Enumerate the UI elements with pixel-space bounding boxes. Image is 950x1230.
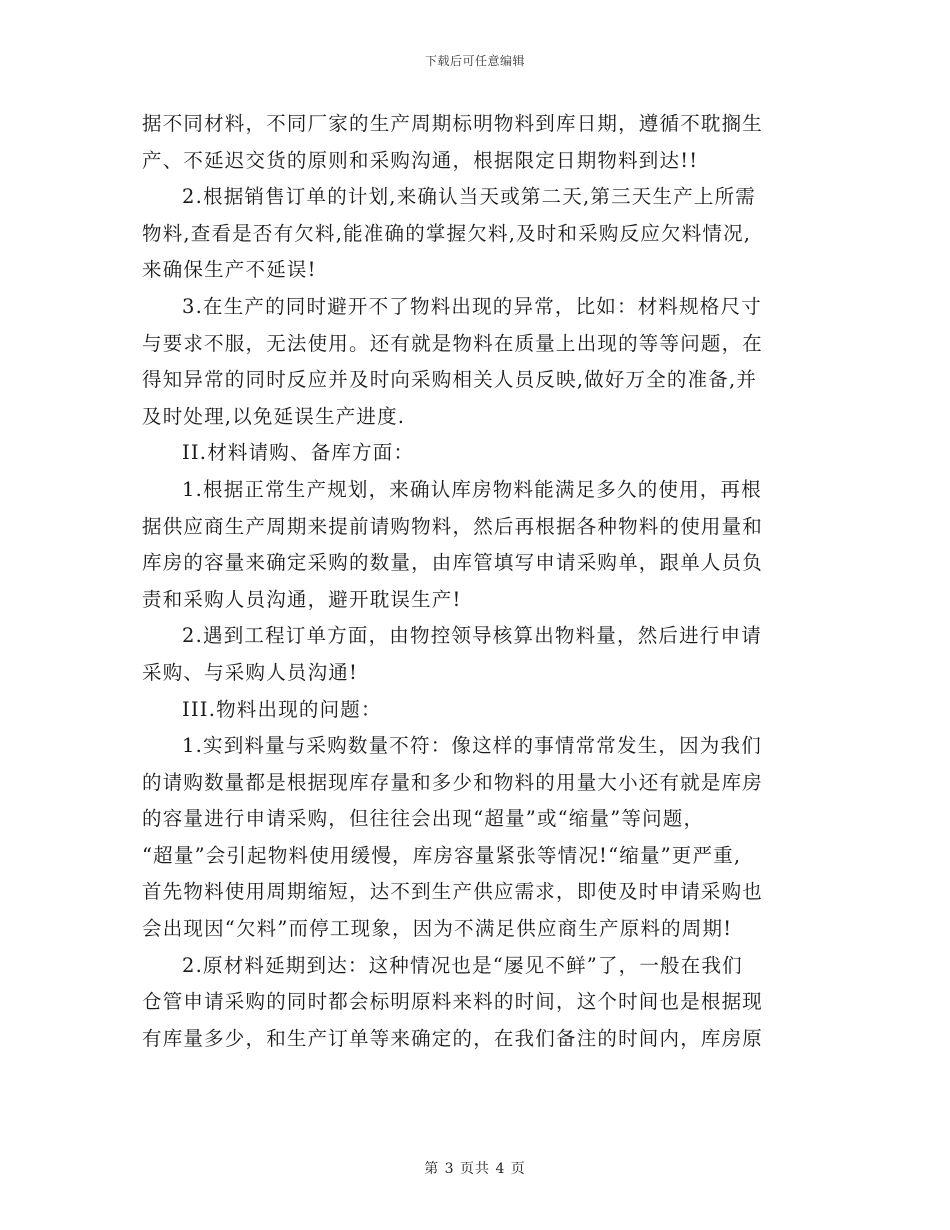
page-number: 第 3 页共 4 页 bbox=[424, 1161, 526, 1177]
section-heading: II.材料请购、备库方面： bbox=[182, 441, 415, 465]
text-line: 1.实到料量与采购数量不符：像这样的事情常常发生，因为我们 bbox=[182, 734, 762, 758]
text-line: 的请购数量都是根据现库存量和多少和物料的用量大小还有就是库房 bbox=[142, 770, 764, 794]
text-line: 产、不延迟交货的原则和采购沟通，根据限定日期物料到达!! bbox=[142, 148, 699, 172]
document-body bbox=[142, 106, 814, 1057]
text-line: “超量”会引起物料使用缓慢，库房容量紧张等情况!“缩量”更严重, bbox=[142, 843, 742, 867]
text-line: 物料,查看是否有欠料,能准确的掌握欠料,及时和采购反应欠料情况, bbox=[142, 221, 752, 245]
text-line: 采购、与采购人员沟通! bbox=[142, 660, 359, 684]
page-header: 下载后可任意编辑 bbox=[424, 54, 525, 68]
section-heading: III.物料出现的问题： bbox=[182, 697, 382, 721]
text-line: 库房的容量来确定采购的数量，由库管填写申请采购单，跟单人员负 bbox=[142, 551, 764, 575]
text-line: 来确保生产不延误! bbox=[142, 258, 317, 282]
text-line: 3.在生产的同时避开不了物料出现的异常，比如：材料规格尺寸 bbox=[182, 294, 762, 318]
text-line: 据供应商生产周期来提前请购物料，然后再根据各种物料的使用量和 bbox=[142, 514, 764, 538]
text-line: 有库量多少，和生产订单等来确定的，在我们备注的时间内，库房原 bbox=[142, 1026, 764, 1050]
text-line: 1.根据正常生产规划，来确认库房物料能满足多久的使用，再根 bbox=[182, 477, 762, 501]
text-line: 责和采购人员沟通，避开耽误生产! bbox=[142, 587, 462, 611]
text-line: 的容量进行申请采购，但往往会出现“超量”或“缩量”等问题， bbox=[142, 807, 705, 831]
text-line: 会出现因“欠料”而停工现象，因为不满足供应商生产原料的周期! bbox=[142, 917, 733, 941]
text-line: 2.原材料延期到达：这种情况也是“屡见不鲜”了，一般在我们 bbox=[182, 953, 743, 977]
text-line: 首先物料使用周期缩短，达不到生产供应需求，即使及时申请采购也 bbox=[142, 880, 764, 904]
text-line: 2.根据销售订单的计划,来确认当天或第二天,第三天生产上所需 bbox=[182, 185, 757, 209]
text-line: 2.遇到工程订单方面，由物控领导核算出物料量，然后进行申请 bbox=[182, 624, 762, 648]
text-line: 据不同材料，不同厂家的生产周期标明物料到库日期，遵循不耽搁生 bbox=[142, 112, 764, 135]
text-line: 得知异常的同时反应并及时向采购相关人员反映,做好万全的准备,并 bbox=[142, 368, 758, 392]
text-line: 及时处理,以免延误生产进度. bbox=[142, 404, 406, 428]
text-line: 与要求不服，无法使用。还有就是物料在质量上出现的等等问题，在 bbox=[142, 331, 764, 355]
text-line: 仓管申请采购的同时都会标明原料来料的时间，这个时间也是根据现 bbox=[142, 990, 764, 1014]
